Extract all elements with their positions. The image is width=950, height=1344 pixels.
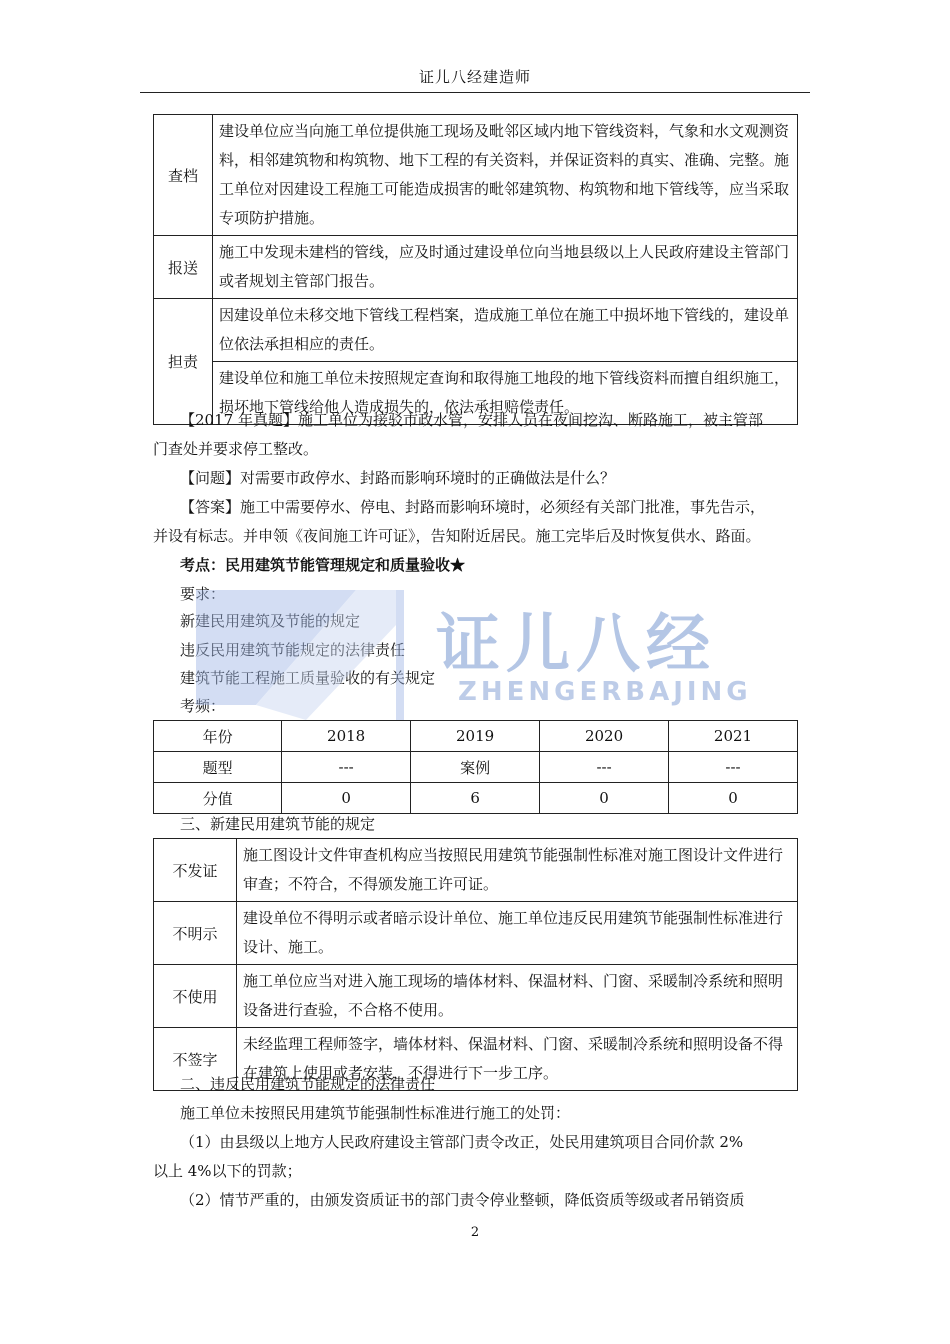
case-line: 【2017 年真题】施工单位为接驳市政水管，安排人员在夜间挖沟、断路施工，被主管部 bbox=[180, 411, 763, 429]
case-question: 【问题】对需要市政停水、封路而影响环境时的正确做法是什么？ bbox=[180, 469, 616, 487]
watermark-text: 证儿八经 bbox=[436, 608, 716, 682]
freq-cell: 案例 bbox=[411, 752, 540, 783]
freq-header-cell: 2020 bbox=[540, 721, 669, 752]
frequency-table bbox=[153, 720, 798, 814]
case-answer: 【答案】施工中需要停水、停电、封路而影响环境时，必须经有关部门批准，事先告示， bbox=[180, 498, 766, 516]
topic-title: 考点：民用建筑节能管理规定和质量验收★ bbox=[180, 556, 466, 574]
table-value: 建设单位和施工单位未按照规定查询和取得施工地段的地下管线资料而擅自组织施工，损坏地下管线给他人造成损失的，依法承担赔偿责任。 bbox=[213, 362, 798, 425]
table-key: 不发证 bbox=[154, 839, 237, 902]
freq-header-cell: 2019 bbox=[411, 721, 540, 752]
table-value: 施工中发现未建档的管线，应及时通过建设单位向当地县级以上人民政府建设主管部门或者规划主管部门报告。 bbox=[213, 236, 798, 299]
table-key: 查档 bbox=[154, 115, 213, 236]
pipeline-table bbox=[153, 114, 798, 425]
section-title: 二、违反民用建筑节能规定的法律责任 bbox=[180, 1075, 436, 1093]
table-value: 施工单位应当对进入施工现场的墙体材料、保温材料、门窗、采暖制冷系统和照明设备进行查验，不合格不使用。 bbox=[237, 965, 798, 1028]
watermark-subtext: ZHENGERBAJING bbox=[458, 677, 752, 707]
req-item: 违反民用建筑节能规定的法律责任 bbox=[180, 641, 406, 659]
freq-cell: 6 bbox=[411, 783, 540, 814]
req-item: 建筑节能工程施工质量验收的有关规定 bbox=[180, 669, 436, 687]
freq-cell: 题型 bbox=[154, 752, 282, 783]
table-value: 施工图设计文件审查机构应当按照民用建筑节能强制性标准对施工图设计文件进行审查；不符合，不得颁发施工许可证。 bbox=[237, 839, 798, 902]
freq-cell: 分值 bbox=[154, 783, 282, 814]
freq-header-cell: 2018 bbox=[282, 721, 411, 752]
freq-cell: --- bbox=[669, 752, 798, 783]
header-rule bbox=[140, 92, 810, 93]
page-number: 2 bbox=[470, 1225, 480, 1240]
section-intro: 施工单位未按照民用建筑节能强制性标准进行施工的处罚： bbox=[180, 1104, 571, 1122]
table-key: 不明示 bbox=[154, 902, 237, 965]
freq-cell: 0 bbox=[669, 783, 798, 814]
table-value: 因建设单位未移交地下管线工程档案，造成施工单位在施工中损坏地下管线的，建设单位依法承担相应的责任。 bbox=[213, 299, 798, 362]
table-key: 报送 bbox=[154, 236, 213, 299]
table-value: 建设单位不得明示或者暗示设计单位、施工单位违反民用建筑节能强制性标准进行设计、施工。 bbox=[237, 902, 798, 965]
freq-cell: 0 bbox=[540, 783, 669, 814]
table-key: 不签字 bbox=[154, 1028, 237, 1091]
freq-label: 考频： bbox=[180, 697, 226, 715]
table-key: 担责 bbox=[154, 299, 213, 425]
freq-cell: 0 bbox=[282, 783, 411, 814]
penalty-item: （2）情节严重的，由颁发资质证书的部门责令停业整顿，降低资质等级或者吊销资质 bbox=[180, 1191, 745, 1209]
case-line: 门查处并要求停工整改。 bbox=[153, 440, 319, 458]
case-answer: 并设有标志。并申领《夜间施工许可证》，告知附近居民。施工完毕后及时恢复供水、路面。 bbox=[153, 527, 761, 545]
req-label: 要求： bbox=[180, 585, 226, 603]
freq-header-cell: 2021 bbox=[669, 721, 798, 752]
req-item: 新建民用建筑及节能的规定 bbox=[180, 612, 361, 630]
penalty-item: （1）由县级以上地方人民政府建设主管部门责令改正，处民用建筑项目合同价款 2% bbox=[180, 1133, 744, 1151]
table-value: 建设单位应当向施工单位提供施工现场及毗邻区域内地下管线资料，气象和水文观测资料，相邻建筑物和构筑物、地下工程的有关资料，并保证资料的真实、准确、完整。施工单位对因建设工程施工可能造成损害的毗邻建筑物、构筑物和地下管线等，应当采取专项防护措施。 bbox=[213, 115, 798, 236]
table-key: 不使用 bbox=[154, 965, 237, 1028]
freq-cell: --- bbox=[540, 752, 669, 783]
freq-cell: --- bbox=[282, 752, 411, 783]
freq-header-cell: 年份 bbox=[154, 721, 282, 752]
section-title: 三、新建民用建筑节能的规定 bbox=[180, 815, 376, 833]
table-value: 未经监理工程师签字，墙体材料、保温材料、门窗、采暖制冷系统和照明设备不得在建筑上使用或者安装，不得进行下一步工序。 bbox=[237, 1028, 798, 1091]
page-header: 证儿八经建造师 bbox=[418, 68, 531, 86]
penalty-item: 以上 4%以下的罚款； bbox=[153, 1162, 302, 1180]
energy-rules-table bbox=[153, 838, 798, 1091]
